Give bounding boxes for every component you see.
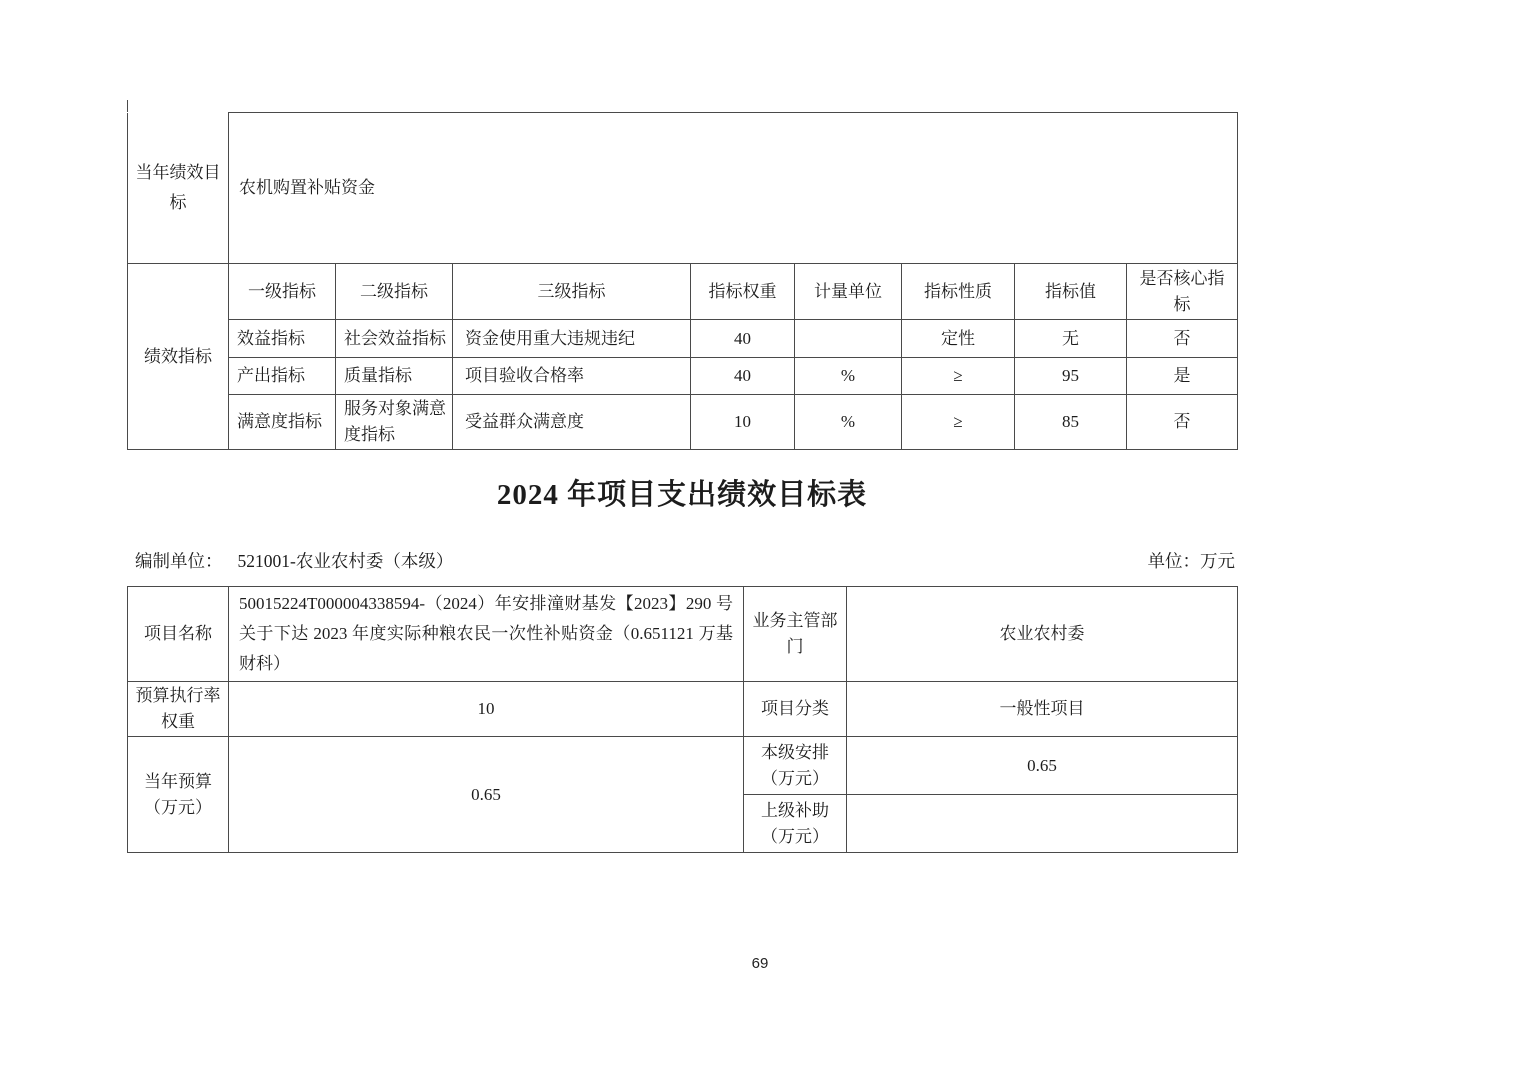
- header-level3: 三级指标: [453, 264, 691, 320]
- performance-indicators-table: [127, 112, 1238, 450]
- dept-label: 业务主管部门: [744, 587, 847, 682]
- indicator-cell: 受益群众满意度: [453, 395, 691, 450]
- annual-budget-row: [128, 737, 1238, 795]
- local-fund-label: 本级安排（万元）: [744, 737, 847, 795]
- meta-line: [127, 546, 1237, 574]
- table-border-continuation: [127, 100, 128, 112]
- indicator-cell: 否: [1127, 395, 1238, 450]
- indicator-header-row: [128, 264, 1238, 320]
- indicator-cell: %: [795, 358, 902, 395]
- indicator-cell: 项目验收合格率: [453, 358, 691, 395]
- indicator-cell: ≥: [902, 358, 1015, 395]
- header-unit: 计量单位: [795, 264, 902, 320]
- indicator-cell: 社会效益指标: [336, 320, 453, 358]
- indicator-cell: 否: [1127, 320, 1238, 358]
- indicator-row: [128, 320, 1238, 358]
- indicator-cell: 40: [691, 320, 795, 358]
- annual-budget-label: 当年预算（万元）: [128, 737, 229, 853]
- annual-goal-value: 农机购置补贴资金: [229, 113, 1238, 264]
- category-value: 一般性项目: [847, 682, 1238, 737]
- annual-goal-label: 当年绩效目标: [128, 113, 229, 264]
- indicator-cell: 资金使用重大违规违纪: [453, 320, 691, 358]
- indicator-cell: 10: [691, 395, 795, 450]
- page-title: 2024 年项目支出绩效目标表: [496, 479, 868, 511]
- indicator-cell: 40: [691, 358, 795, 395]
- category-label: 项目分类: [744, 682, 847, 737]
- project-name-row: [128, 587, 1238, 682]
- budget-exec-row: [128, 682, 1238, 737]
- project-name-label: 项目名称: [128, 587, 229, 682]
- indicator-cell: %: [795, 395, 902, 450]
- header-level2: 二级指标: [336, 264, 453, 320]
- indicator-cell: 质量指标: [336, 358, 453, 395]
- header-core: 是否核心指标: [1127, 264, 1238, 320]
- currency-unit-label: 单位：万元: [1147, 550, 1235, 571]
- indicator-cell: 效益指标: [229, 320, 336, 358]
- indicator-cell: ≥: [902, 395, 1015, 450]
- indicator-cell: 95: [1015, 358, 1127, 395]
- section-label: 绩效指标: [128, 264, 229, 450]
- superior-fund-label: 上级补助（万元）: [744, 795, 847, 853]
- indicator-cell: 85: [1015, 395, 1127, 450]
- indicator-cell: 满意度指标: [229, 395, 336, 450]
- local-fund-value: 0.65: [847, 737, 1238, 795]
- dept-value: 农业农村委: [847, 587, 1238, 682]
- indicator-cell: [795, 320, 902, 358]
- prepared-by-value: 521001-农业农村委（本级）: [237, 550, 454, 571]
- indicator-cell: 定性: [902, 320, 1015, 358]
- prepared-by-label: 编制单位：: [135, 550, 223, 571]
- header-nature: 指标性质: [902, 264, 1015, 320]
- indicator-row: [128, 395, 1238, 450]
- annual-budget-value: 0.65: [229, 737, 744, 853]
- indicator-cell: 无: [1015, 320, 1127, 358]
- indicator-cell: 服务对象满意度指标: [336, 395, 453, 450]
- page-number: 69: [751, 955, 769, 972]
- indicator-cell: 产出指标: [229, 358, 336, 395]
- budget-exec-label: 预算执行率权重: [128, 682, 229, 737]
- project-target-table: [127, 586, 1238, 853]
- project-name-value: 50015224T000004338594-（2024）年安排潼财基发【2023】290 号关于下达 2023 年度实际种粮农民一次性补贴资金（0.651121 万基财科）: [229, 587, 744, 682]
- annual-goal-row: [128, 113, 1238, 264]
- header-weight: 指标权重: [691, 264, 795, 320]
- header-value: 指标值: [1015, 264, 1127, 320]
- indicator-row: [128, 358, 1238, 395]
- superior-fund-value: [847, 795, 1238, 853]
- budget-exec-value: 10: [229, 682, 744, 737]
- indicator-cell: 是: [1127, 358, 1238, 395]
- header-level1: 一级指标: [229, 264, 336, 320]
